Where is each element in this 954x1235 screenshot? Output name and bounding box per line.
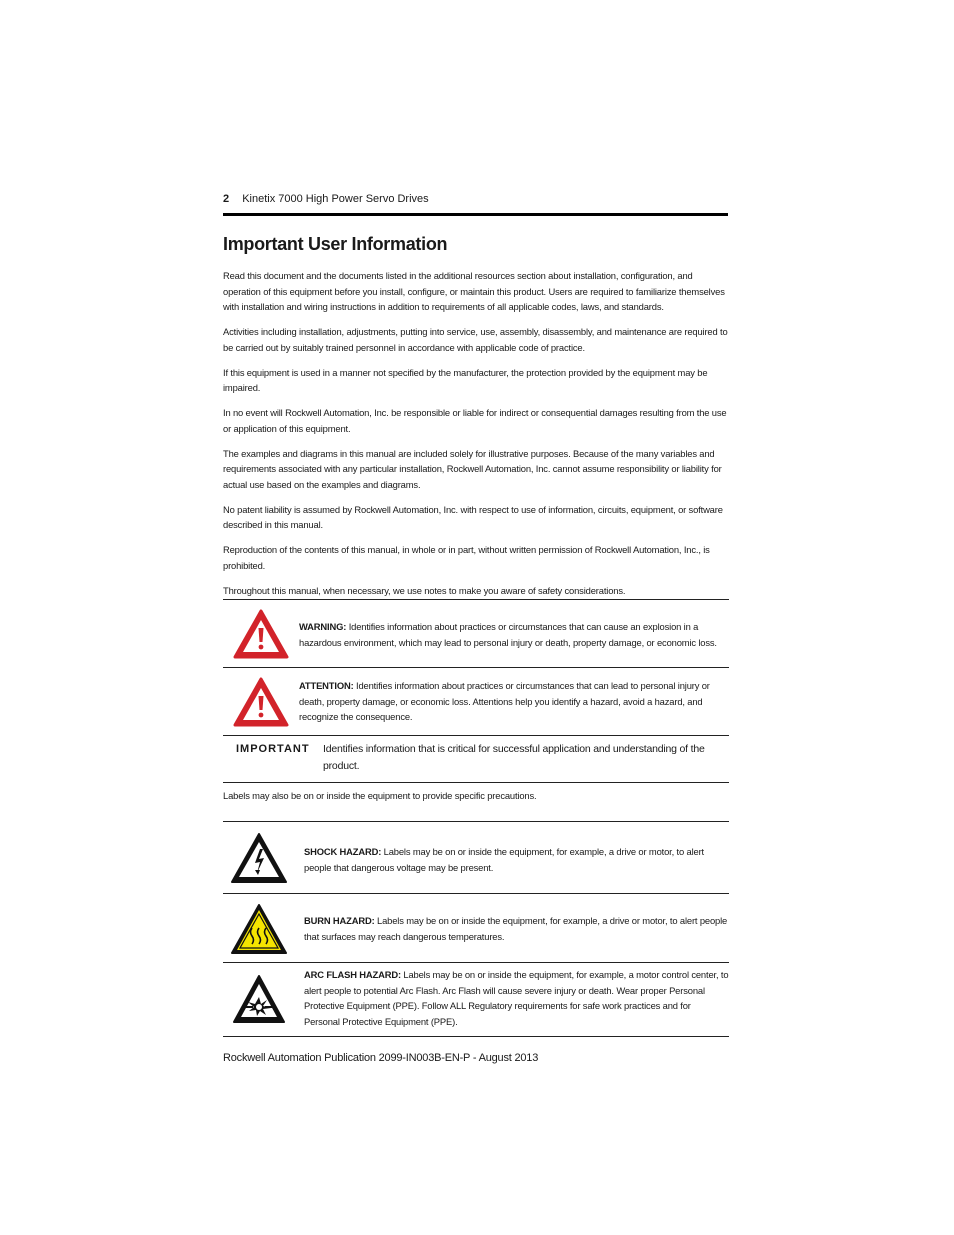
attention-text — [299, 668, 723, 725]
publication-footer: Rockwell Automation Publication 2099-IN003B-EN-P - August 2013 — [223, 1052, 539, 1064]
important-text: Identifies information that is critical for successful application and understanding of the product. — [323, 743, 705, 772]
shock-hazard-icon — [223, 822, 295, 885]
burn-hazard-row — [223, 894, 729, 963]
document-title: Kinetix 7000 High Power Servo Drives — [242, 193, 429, 205]
section-heading: Important User Information — [223, 234, 448, 254]
important-label: IMPORTANT — [236, 743, 310, 755]
page-number: 2 — [223, 193, 230, 205]
burn-hazard-description: Labels may be on or inside the equipment, for example, a drive or motor, to alert people that surfaces may reach dangerous temperatures. — [304, 915, 728, 942]
shock-hazard-text — [304, 822, 729, 875]
burn-hazard-text — [304, 894, 729, 944]
burn-hazard-label: BURN HAZARD: — [304, 915, 375, 926]
attention-label: ATTENTION: — [299, 680, 354, 691]
warning-notice — [223, 600, 729, 668]
paragraph: Reproduction of the contents of this manual, in whole or in part, without written permission of Rockwell Automation, Inc., is prohibited. — [223, 544, 710, 571]
warning-text — [299, 600, 723, 650]
attention-description: Identifies information about practices or circumstances that can lead to personal injury or death, property damage, or economic loss. Attentions help you identify a hazard, avoid a hazard, and recognize the consequence. — [299, 680, 710, 722]
hazard-labels-table — [223, 821, 729, 1037]
running-header — [223, 193, 729, 205]
important-notice — [223, 736, 729, 783]
paragraph: No patent liability is assumed by Rockwell Automation, Inc. with respect to use of information, circuits, equipment, or software described in this manual. — [223, 503, 723, 530]
labels-note: Labels may also be on or inside the equipment to provide specific precautions. — [223, 790, 537, 801]
body-text — [223, 268, 729, 608]
paragraph: Throughout this manual, when necessary, we use notes to make you aware of safety considerations. — [223, 584, 626, 596]
safety-notices-table — [223, 599, 729, 783]
arc-flash-hazard-icon — [223, 963, 295, 1025]
paragraph: The examples and diagrams in this manual are included solely for illustrative purposes. Because of the many variables and requirements associated with any particular installation, Rockwell Automation, Inc. cannot assume responsibility or liability for actual use based on the examples and diagrams. — [223, 447, 722, 490]
burn-hazard-icon — [223, 894, 295, 956]
arc-flash-hazard-label: ARC FLASH HAZARD: — [304, 969, 401, 980]
warning-description: Identifies information about practices or circumstances that can cause an explosion in a hazardous environment, which may lead to personal injury or death, property damage, or economic loss. — [299, 621, 717, 648]
paragraph: In no event will Rockwell Automation, Inc. be responsible or liable for indirect or consequential damages resulting from the use or application of this equipment. — [223, 407, 727, 434]
shock-hazard-label: SHOCK HAZARD: — [304, 846, 382, 857]
attention-notice — [223, 668, 729, 736]
arc-flash-hazard-text — [304, 963, 729, 1029]
shock-hazard-row — [223, 822, 729, 894]
paragraph: Activities including installation, adjustments, putting into service, use, assembly, disassembly, and maintenance are required to be carried out by suitably trained personnel in accordance with applicable code of practice. — [223, 326, 728, 353]
header-rule — [223, 213, 728, 216]
arc-flash-hazard-description: Labels may be on or inside the equipment, for example, a motor control center, to alert people to potential Arc Flash. Arc Flash will cause severe injury or death. Wear proper Personal Protective Equipment (PPE). Follow ALL Regulatory requirements for safe work practices and for Personal Protective Equipment (PPE). — [304, 969, 729, 1027]
shock-hazard-description: Labels may be on or inside the equipment, for example, a drive or motor, to alert people that dangerous voltage may be present. — [304, 846, 704, 873]
paragraph: If this equipment is used in a manner not specified by the manufacturer, the protection provided by the equipment may be impaired. — [223, 366, 708, 393]
warning-label: WARNING: — [299, 621, 347, 632]
attention-triangle-red-icon — [223, 668, 299, 728]
arc-flash-hazard-row — [223, 963, 729, 1037]
paragraph: Read this document and the documents listed in the additional resources section about installation, configuration, and operation of this equipment before you install, configure, or maintain this product. Users are required to familiarize themselves with installation and wiring instructions in addition to requirements of all applicable codes, laws, and standards. — [223, 270, 725, 312]
warning-triangle-red-icon — [223, 600, 299, 660]
